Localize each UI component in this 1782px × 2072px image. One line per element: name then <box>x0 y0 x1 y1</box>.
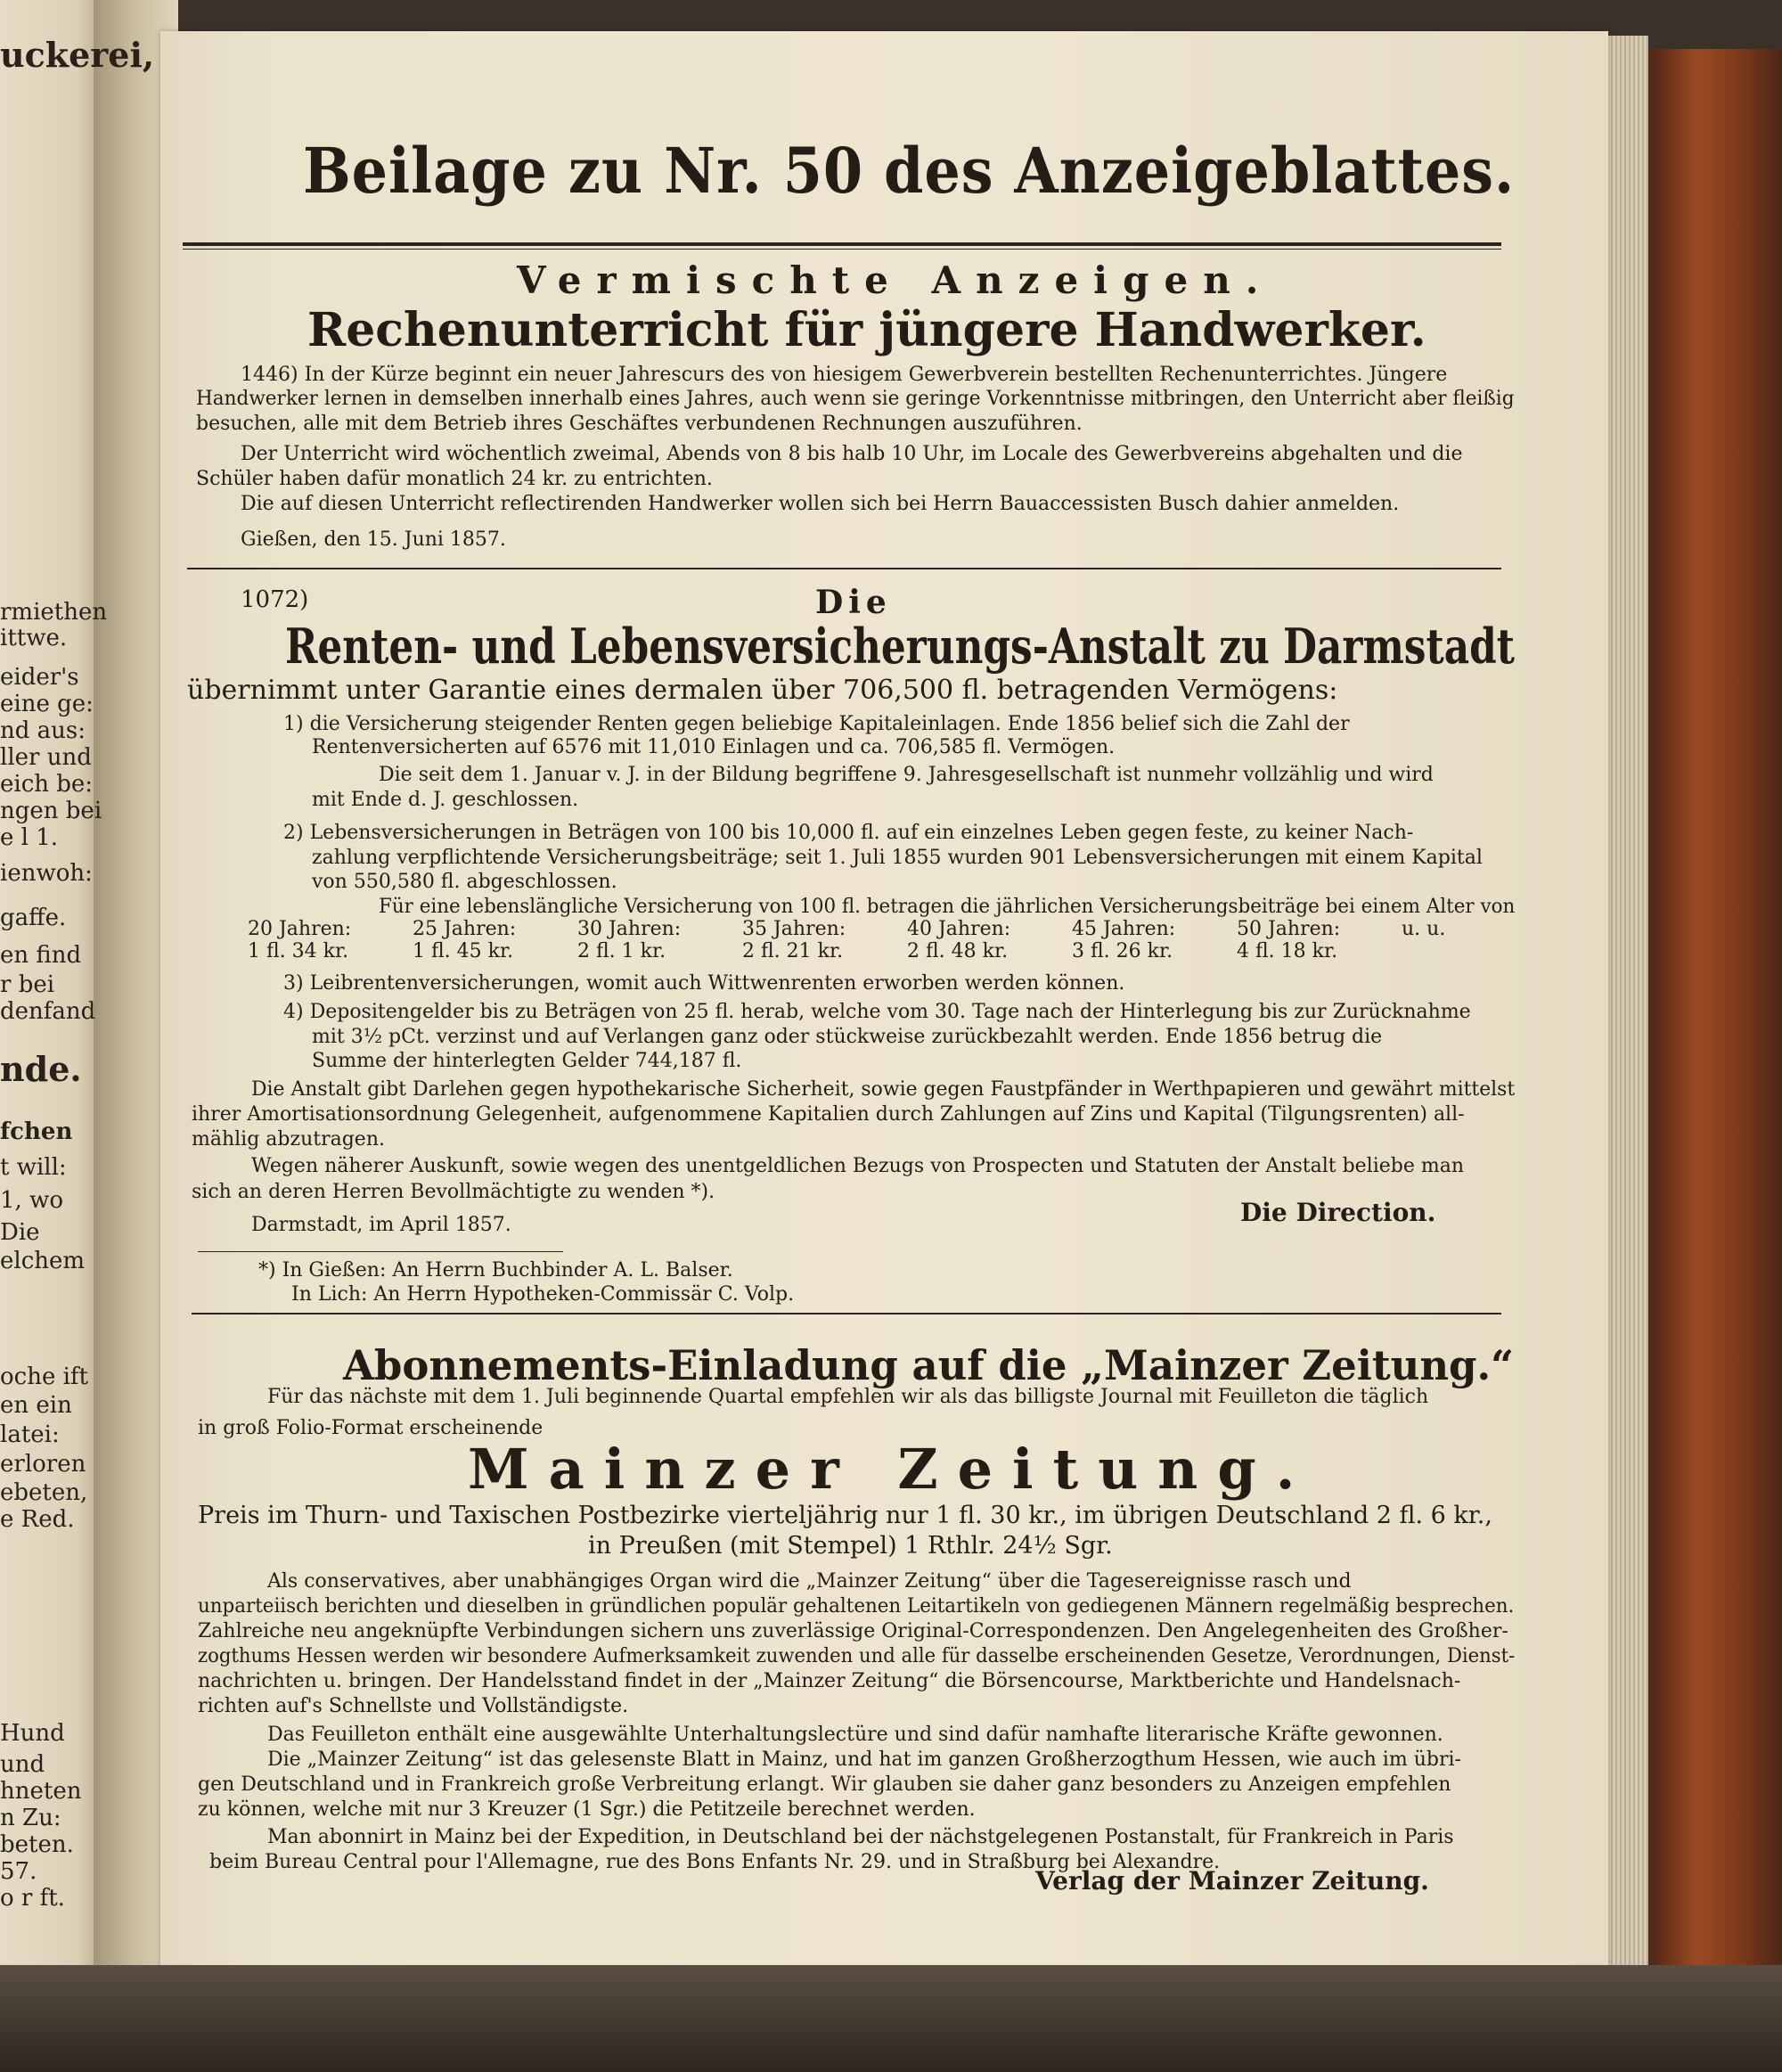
ad-text-line: zogthums Hessen werden wir besondere Aufmerksamkeit zuwenden und alle für dasselbe erscheinenden Gesetze, Verordnungen, Dienst- <box>198 1645 1516 1667</box>
ad-text-line: Handwerker lernen in demselben innerhalb eines Jahres, auch wenn sie geringe Vorkenntnisse mitbringen, den Unterricht aber fleißig <box>196 388 1515 410</box>
left-fragment: o r ft. <box>0 1885 65 1912</box>
ad-text-line: Als conservatives, aber unabhängiges Organ wird die „Mainzer Zeitung“ über die Tagesereignisse rasch und <box>267 1570 1352 1593</box>
back-cover <box>1639 49 1782 1996</box>
left-fragment: nd aus: <box>0 717 86 744</box>
left-fragment: oche ift <box>0 1364 88 1390</box>
price-line: Preis im Thurn- und Taxischen Postbezirke vierteljährig nur 1 fl. 30 kr., im übrigen Deutschland 2 fl. 6 kr., <box>198 1502 1492 1529</box>
left-fragment: ller und <box>0 744 92 771</box>
ad-text-line: mählig abzutragen. <box>192 1128 385 1151</box>
ad-text-line: Rentenversicherten auf 6576 mit 11,010 Einlagen und ca. 706,585 fl. Vermögen. <box>312 736 1116 758</box>
left-fragment: ienwoh: <box>0 860 93 887</box>
left-fragment: erloren <box>0 1451 86 1478</box>
page-title: Beilage zu Nr. 50 des Anzeigeblattes. <box>303 134 1515 208</box>
ad-signature: Verlag der Mainzer Zeitung. <box>1035 1866 1429 1896</box>
newspaper-masthead: Mainzer Zeitung. <box>468 1437 1315 1502</box>
table-cell: 2 fl. 48 kr. <box>907 940 1009 962</box>
ad-text-line: Zahlreiche neu angeknüpfte Verbindungen sichern uns zuverlässige Original-Correspondenzen. Den Angelegenheiten des Großher- <box>198 1620 1508 1642</box>
ad-subtitle: übernimmt unter Garantie eines dermalen über 706,500 fl. betragenden Vermögens: <box>187 675 1338 706</box>
left-fragment: Hund <box>0 1720 65 1747</box>
left-fragment: beten. <box>0 1831 74 1858</box>
table-header-cell: 50 Jahren: <box>1237 918 1341 940</box>
left-fragment: denfand <box>0 998 96 1025</box>
table-row <box>248 918 1482 940</box>
table-header-cell: 40 Jahren: <box>907 918 1011 940</box>
left-fragment: ebeten, <box>0 1479 88 1506</box>
section-heading: Vermischte Anzeigen. <box>517 258 1274 302</box>
ad-text-line: Der Unterricht wird wöchentlich zweimal, Abends von 8 bis halb 10 Uhr, im Locale des Gewerbvereins abgehalten und die <box>241 443 1463 465</box>
table-cell <box>1402 940 1482 962</box>
table-header-cell: 35 Jahren: <box>742 918 846 940</box>
left-fragment: n Zu: <box>0 1805 61 1831</box>
ad-title: Renten- und Lebensversicherungs-Anstalt zu Darmstadt <box>285 618 1515 675</box>
ad-text-line: Für das nächste mit dem 1. Juli beginnende Quartal empfehlen wir als das billigste Journal mit Feuilleton die täglich <box>267 1386 1429 1408</box>
left-fragment: t will: <box>0 1154 67 1181</box>
ad-text-line: 1446) In der Kürze beginnt ein neuer Jahrescurs des von hiesigem Gewerbverein bestellten Rechenunterrichtes. Jüngere <box>241 364 1448 386</box>
premium-table <box>248 918 1482 962</box>
ad-text-line: Schüler haben dafür monatlich 24 kr. zu entrichten. <box>196 468 713 490</box>
ad-title: Rechenunterricht für jüngere Handwerker. <box>307 303 1426 357</box>
ad-text-line: gen Deutschland und in Frankreich große Verbreitung erlangt. Wir glauben sie daher ganz besonders zu Anzeigen empfehlen <box>198 1773 1451 1796</box>
ad-text-line: 3) Leibrentenversicherungen, womit auch Wittwenrenten erworben werden können. <box>283 972 1125 995</box>
table-header-cell: 25 Jahren: <box>413 918 517 940</box>
ad-text-line: Summe der hinterlegten Gelder 744,187 fl. <box>312 1050 742 1072</box>
ad-text-line: zu können, welche mit nur 3 Kreuzer (1 Sgr.) die Petitzeile berechnet werden. <box>198 1798 976 1821</box>
left-fragment: nde. <box>0 1049 82 1089</box>
table-cell: 3 fl. 26 kr. <box>1072 940 1173 962</box>
left-fragment: fchen <box>0 1118 73 1145</box>
header-rule-thin <box>183 249 1501 250</box>
ad-text-line: nachrichten u. bringen. Der Handelsstand findet in der „Mainzer Zeitung“ die Börsencourse, Marktberichte und Handelsnach- <box>198 1670 1461 1692</box>
table-cell: 2 fl. 1 kr. <box>577 940 666 962</box>
ad-text-line: 4) Depositengelder bis zu Beträgen von 25 fl. herab, welche vom 30. Tage nach der Hinterlegung bis zur Zurücknahme <box>283 1001 1471 1023</box>
ad-text-line: Die „Mainzer Zeitung“ ist das gelesenste Blatt in Mainz, und hat im ganzen Großherzogthum Hessen, wie auch im übri- <box>267 1749 1461 1771</box>
footnote-rule <box>198 1251 563 1252</box>
left-fragment: e Red. <box>0 1506 75 1533</box>
left-fragment: eich be: <box>0 771 94 798</box>
table-header-cell: 30 Jahren: <box>577 918 682 940</box>
ad-text-line: besuchen, alle mit dem Betrieb ihres Geschäftes verbundenen Rechnungen auszuführen. <box>196 413 1083 435</box>
table-cell: 1 fl. 45 kr. <box>413 940 514 962</box>
ad-signature: Die Direction. <box>1240 1198 1436 1227</box>
left-fragment: latei: <box>0 1421 60 1448</box>
left-fragment: 57. <box>0 1858 37 1885</box>
ad-text-line: mit 3½ pCt. verzinst und auf Verlangen ganz oder stückweise zurückbezahlt werden. Ende 1856 betrug die <box>312 1026 1383 1048</box>
left-fragment: elchem <box>0 1248 86 1274</box>
footnote: In Lich: An Herrn Hypotheken-Commissär C. Volp. <box>291 1283 795 1306</box>
ad-text-line: unparteiisch berichten und dieselben in gründlichen populär gehaltenen Leitartikeln von gediegenen Männern regelmäßig besprechen. <box>198 1595 1515 1617</box>
left-fragment: uckerei, <box>0 35 155 75</box>
ad-text-line: Wegen näherer Auskunft, sowie wegen des unentgeldlichen Bezugs von Prospecten und Statuten der Anstalt beliebe man <box>251 1155 1465 1177</box>
price-line: in Preußen (mit Stempel) 1 Rthlr. 24½ Sgr. <box>588 1532 1113 1560</box>
ad-text-line: in groß Folio-Format erscheinende <box>198 1417 544 1439</box>
section-rule <box>187 568 1501 569</box>
ad-text-line: beim Bureau Central pour l'Allemagne, rue des Bons Enfants Nr. 29. und in Straßburg bei Alexandre. <box>209 1851 1221 1873</box>
ad-title: Abonnements-Einladung auf die „Mainzer Zeitung.“ <box>343 1341 1515 1389</box>
ad-text-line: Man abonnirt in Mainz bei der Expedition, in Deutschland bei der nächstgelegenen Postanstalt, für Frankreich in Paris <box>267 1826 1454 1848</box>
ad-number: 1072) <box>241 586 309 613</box>
left-fragment: eine ge: <box>0 691 94 717</box>
left-fragment: 1, wo <box>0 1187 63 1214</box>
left-fragment: hneten <box>0 1778 82 1805</box>
footnote: *) In Gießen: An Herrn Buchbinder A. L. Balser. <box>258 1259 733 1282</box>
ad-text-line: Für eine lebenslängliche Versicherung von 100 fl. betragen die jährlichen Versicherungsbeiträge bei einem Alter von <box>379 896 1516 918</box>
table-surface <box>0 1965 1782 2072</box>
ad-text-line: von 550,580 fl. abgeschlossen. <box>312 871 617 893</box>
left-fragment: r bei <box>0 971 55 998</box>
ad-date: Gießen, den 15. Juni 1857. <box>241 528 506 551</box>
left-fragment: ngen bei <box>0 798 102 824</box>
left-fragment: gaffe. <box>0 905 67 931</box>
table-header-cell: 20 Jahren: <box>248 918 352 940</box>
left-fragment: en ein <box>0 1392 72 1419</box>
ad-text-line: zahlung verpflichtende Versicherungsbeiträge; seit 1. Juli 1855 wurden 901 Lebensversicherungen mit einem Kapital <box>312 847 1483 869</box>
table-cell: 2 fl. 21 kr. <box>742 940 844 962</box>
ad-text-line: Die seit dem 1. Januar v. J. in der Bildung begriffene 9. Jahresgesellschaft ist nunmehr vollzählig und wird <box>379 764 1434 786</box>
ad-text-line: 2) Lebensversicherungen in Beträgen von 100 bis 10,000 fl. auf ein einzelnes Leben gegen feste, zu keiner Nach- <box>283 822 1414 844</box>
table-header-cell: 45 Jahren: <box>1072 918 1176 940</box>
ad-text-line: sich an deren Herren Bevollmächtigte zu wenden *). <box>192 1181 715 1203</box>
table-cell: 4 fl. 18 kr. <box>1237 940 1338 962</box>
ad-text-line: ihrer Amortisationsordnung Gelegenheit, aufgenommene Kapitalien durch Zahlungen auf Zins und Kapital (Tilgungsrenten) all- <box>192 1103 1465 1126</box>
left-fragment: e l 1. <box>0 824 59 851</box>
section-rule <box>192 1313 1501 1314</box>
ad-text-line: Das Feuilleton enthält eine ausgewählte Unterhaltungslectüre und sind dafür namhafte literarische Kräfte gewonnen. <box>267 1724 1443 1746</box>
ad-text-line: Die auf diesen Unterricht reflectirenden Handwerker wollen sich bei Herrn Bauaccessisten Busch dahier anmelden. <box>241 493 1400 515</box>
left-fragment: ittwe. <box>0 625 68 651</box>
table-row <box>248 940 1482 962</box>
ad-date: Darmstadt, im April 1857. <box>251 1214 511 1236</box>
table-header-cell: u. u. <box>1402 918 1446 940</box>
ad-text-line: 1) die Versicherung steigender Renten gegen beliebige Kapitaleinlagen. Ende 1856 belief sich die Zahl der <box>283 713 1350 735</box>
left-fragment: rmiethen <box>0 599 108 626</box>
left-fragment: en find <box>0 942 82 969</box>
header-rule <box>183 242 1501 246</box>
ad-text-line: Die Anstalt gibt Darlehen gegen hypothekarische Sicherheit, sowie gegen Faustpfänder in Werthpapieren und gewährt mittelst <box>251 1078 1516 1101</box>
table-cell: 1 fl. 34 kr. <box>248 940 349 962</box>
ad-text-line: mit Ende d. J. geschlossen. <box>312 789 579 811</box>
left-fragment: und <box>0 1751 45 1778</box>
left-fragment: eider's <box>0 664 79 691</box>
ad-title-prefix: Die <box>815 584 892 621</box>
ad-text-line: richten auf's Schnellste und Vollständigste. <box>198 1695 629 1717</box>
left-fragment: Die <box>0 1219 40 1246</box>
